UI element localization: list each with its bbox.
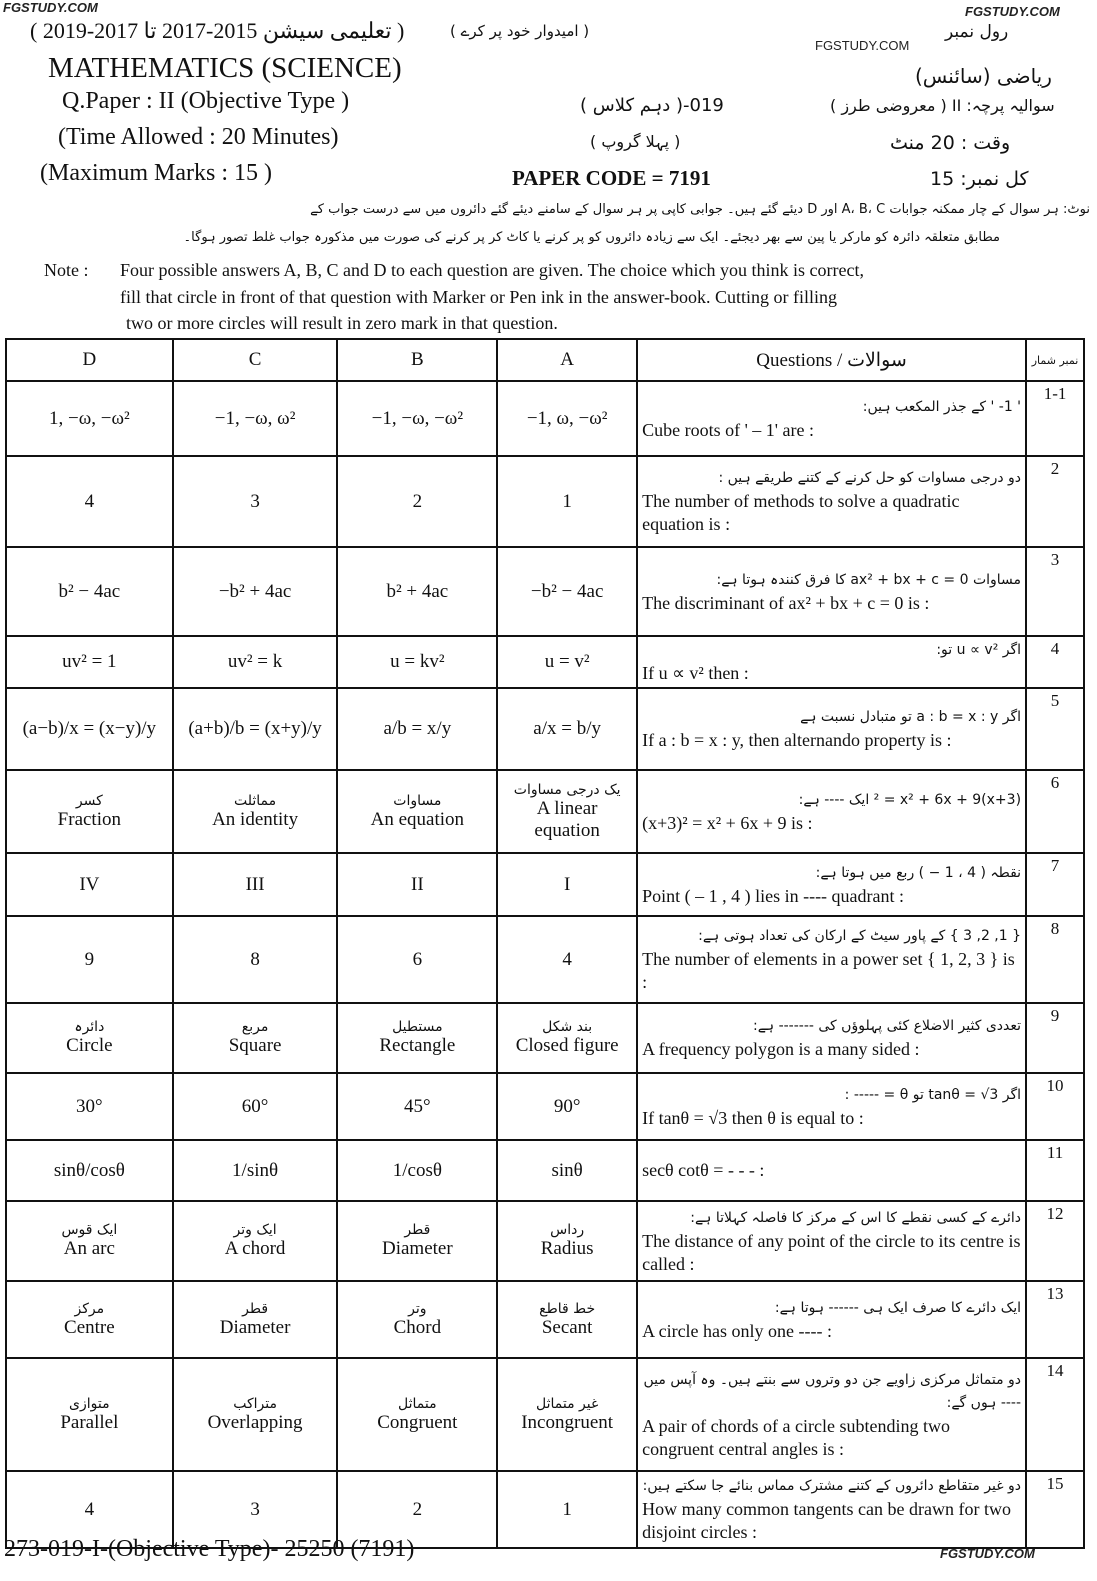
option-d-text: 4 — [84, 1498, 95, 1520]
option-b-text: Rectangle — [379, 1035, 456, 1056]
option-a — [497, 688, 637, 770]
option-d-urdu: ایک قوس — [61, 1222, 118, 1238]
question-english: secθ cotθ = - - - : — [642, 1160, 765, 1180]
option-a-text: a/x = b/y — [533, 718, 601, 739]
question-urdu: اگر a : b = x : y تو متبادل نسبت ہے — [800, 709, 1022, 725]
question-number: 6 — [1026, 770, 1084, 853]
option-c — [173, 547, 338, 636]
option-b-text: Chord — [393, 1316, 442, 1338]
option-a-text: −1, ω, −ω² — [526, 407, 608, 429]
question-cell — [637, 916, 1026, 1003]
option-c — [173, 1073, 338, 1140]
option-b-urdu: متماثل — [398, 1395, 437, 1412]
question-number: 14 — [1026, 1358, 1084, 1471]
option-d-text: 4 — [84, 490, 95, 512]
question-english: (x+3)² = x² + 6x + 9 is : — [642, 812, 813, 833]
option-b — [337, 547, 497, 636]
question-english: If tanθ = √3 then θ is equal to : — [642, 1107, 864, 1128]
option-b-urdu: مستطیل — [392, 1019, 443, 1035]
option-c — [173, 1003, 338, 1073]
total-marks-urdu: کل نمبر: 15 — [930, 168, 1029, 190]
header-b: B — [337, 339, 497, 381]
option-d-text: Fraction — [57, 808, 121, 830]
note-label: Note : — [44, 260, 89, 280]
option-c — [173, 381, 338, 456]
question-urdu: تعددی کثیر الاضلاع کئی پہلوؤں کی ------- ہے: — [753, 1018, 1022, 1034]
header-a: A — [497, 339, 637, 381]
option-d-text: An arc — [63, 1238, 115, 1259]
note-line-2: fill that circle in front of that question with Marker or Pen ink in the answer-book. Cutting or filling — [120, 287, 837, 307]
option-a-text: 4 — [562, 948, 572, 970]
table-row — [6, 916, 1084, 1003]
table-row — [6, 636, 1084, 688]
option-a — [497, 1471, 637, 1548]
option-a — [497, 1281, 637, 1358]
option-a-text: Radius — [540, 1238, 594, 1259]
option-a-urdu: یک درجی مساوات — [513, 781, 621, 798]
option-a — [497, 1201, 637, 1281]
question-number: 1-1 — [1026, 381, 1084, 456]
option-c-urdu: متراکب — [233, 1395, 277, 1412]
table-row — [6, 1003, 1084, 1073]
roll-no-urdu: رول نمبر — [945, 22, 1009, 42]
table-row — [6, 1358, 1084, 1471]
question-number: 8 — [1026, 916, 1084, 1003]
question-number: 5 — [1026, 688, 1084, 770]
question-cell — [637, 1471, 1026, 1548]
question-urdu: دو درجی مساوات کو حل کرنے کے کتنے طریقے ہیں : — [718, 470, 1022, 486]
table-row — [6, 688, 1084, 770]
option-a — [497, 636, 637, 688]
option-c — [173, 688, 338, 770]
header-d: D — [6, 339, 173, 381]
option-c-text: Square — [228, 1035, 282, 1056]
group-urdu: ( پہلا گروپ ) — [590, 132, 681, 151]
option-b — [337, 636, 497, 688]
question-number: 10 — [1026, 1073, 1084, 1140]
option-c-text: 1/sinθ — [232, 1159, 279, 1181]
question-english: The distance of any point of the circle to its centre is called : — [642, 1230, 1021, 1274]
question-number: 4 — [1026, 636, 1084, 688]
option-d — [6, 916, 173, 1003]
option-a — [497, 1358, 637, 1471]
option-c-text: An identity — [212, 808, 299, 830]
table-row — [6, 1140, 1084, 1201]
watermark: FGSTUDY.COM — [3, 0, 98, 15]
option-d — [6, 853, 173, 916]
option-b — [337, 916, 497, 1003]
question-urdu: مساوات ax² + bx + c = 0 کا فرق کنندہ ہوتا ہے: — [716, 571, 1022, 588]
option-d — [6, 1281, 173, 1358]
paper-code: PAPER CODE = 7191 — [512, 166, 711, 190]
question-english: How many common tangents can be drawn for two disjoint circles : — [642, 1499, 1011, 1542]
option-b-text: 2 — [412, 490, 423, 512]
question-english: A circle has only one ---- : — [642, 1320, 833, 1341]
question-urdu: ایک دائرے کا صرف ایک ہی ------ ہوتا ہے: — [774, 1299, 1022, 1316]
option-c-text: 3 — [250, 1498, 260, 1520]
question-urdu: { 1, 2, 3 } کے پاور سیٹ کے ارکان کی تعداد ہوتی ہے: — [698, 928, 1022, 944]
option-d-text: Centre — [64, 1316, 115, 1338]
option-a — [497, 1003, 637, 1073]
option-a-text: sinθ — [551, 1159, 583, 1181]
question-english: If u ∝ v² then : — [642, 663, 749, 683]
question-urdu: ' 1- ' کے جذر المکعب ہیں: — [862, 398, 1022, 415]
note-urdu-line-1: نوٹ: ہر سوال کے چار ممکنہ جوابات A، B، C اور D دیئے گئے ہیں۔ جوابی کاپی پر ہر سوال کے سامنے دیئے گئے دائروں میں سے درست جواب کے — [310, 202, 1090, 217]
option-a-text: 1 — [562, 1498, 572, 1520]
option-d — [6, 770, 173, 853]
note-line-3: two or more circles will result in zero mark in that question. — [126, 313, 558, 333]
question-english: A frequency polygon is a many sided : — [642, 1039, 920, 1059]
option-d-text: sinθ/cosθ — [53, 1159, 125, 1181]
option-b-text: u = kv² — [390, 651, 445, 672]
question-cell — [637, 1201, 1026, 1281]
option-b-text: a/b = x/y — [383, 718, 452, 739]
table-row — [6, 1281, 1084, 1358]
option-d-text: Circle — [66, 1035, 113, 1056]
question-cell — [637, 1281, 1026, 1358]
option-c-text: 3 — [250, 490, 260, 512]
question-english: The discriminant of ax² + bx + c = 0 is : — [642, 592, 930, 613]
option-d-urdu: مرکز — [74, 1300, 105, 1317]
question-english: If a : b = x : y, then alternando property is : — [642, 730, 952, 750]
question-number: 15 — [1026, 1471, 1084, 1548]
option-d-text: uv² = 1 — [62, 651, 117, 672]
option-a-text: A linear equation — [534, 797, 600, 841]
option-c-text: 8 — [250, 948, 260, 970]
option-b — [337, 688, 497, 770]
option-d-urdu: کسر — [75, 792, 103, 809]
question-number: 11 — [1026, 1140, 1084, 1201]
time-urdu: وقت : 20 منٹ — [890, 132, 1011, 154]
option-a-text: 1 — [562, 490, 572, 512]
question-cell — [637, 381, 1026, 456]
watermark: FGSTUDY.COM — [815, 38, 910, 53]
option-a — [497, 456, 637, 547]
mcq-table — [5, 338, 1085, 1549]
option-a — [497, 853, 637, 916]
option-b — [337, 1003, 497, 1073]
question-cell — [637, 1003, 1026, 1073]
question-urdu: (x+3)² = x² + 6x + 9 ایک ---- ہے: — [798, 791, 1022, 808]
paper-type: Q.Paper : II (Objective Type ) — [62, 88, 350, 114]
question-cell — [637, 1358, 1026, 1471]
class-urdu: 019-( دہم کلاس ) — [580, 95, 724, 116]
option-d-text: 30° — [76, 1095, 103, 1117]
question-english: The number of methods to solve a quadratic equation is : — [642, 491, 960, 534]
time-allowed: (Time Allowed : 20 Minutes) — [58, 124, 339, 150]
option-c-text: 60° — [241, 1095, 269, 1117]
question-cell — [637, 1073, 1026, 1140]
option-d — [6, 381, 173, 456]
option-a-urdu: غیر متماثل — [535, 1395, 599, 1412]
option-b — [337, 1281, 497, 1358]
option-b-text: 45° — [404, 1095, 431, 1117]
option-b-text: An equation — [370, 808, 465, 830]
option-d — [6, 1140, 173, 1201]
option-d — [6, 1073, 173, 1140]
option-a-text: I — [563, 873, 571, 895]
candidate-urdu: ( امیدوار خود پر کرے ) — [450, 22, 590, 40]
question-cell — [637, 456, 1026, 547]
option-d-urdu: متوازی — [69, 1395, 110, 1412]
question-cell — [637, 547, 1026, 636]
option-d — [6, 688, 173, 770]
option-d-text: b² − 4ac — [58, 580, 121, 602]
question-urdu: نقطہ ( 4 ، 1 − ) ربع میں ہوتا ہے: — [815, 864, 1022, 881]
question-cell — [637, 688, 1026, 770]
option-d — [6, 1358, 173, 1471]
option-c — [173, 916, 338, 1003]
subject-title: MATHEMATICS (SCIENCE) — [48, 52, 402, 84]
option-b — [337, 770, 497, 853]
question-urdu: دائرے کے کسی نقطے کا اس کے مرکز کا فاصلہ کہلاتا ہے: — [690, 1209, 1022, 1226]
option-d-text: (a−b)/x = (x−y)/y — [22, 718, 157, 739]
question-urdu: اگر u ∝ v² تو: — [936, 642, 1022, 658]
option-c-text: Diameter — [219, 1316, 291, 1338]
option-b-urdu: مساوات — [393, 792, 442, 809]
option-d-text: 9 — [84, 948, 95, 970]
option-a-text: Incongruent — [521, 1411, 614, 1433]
table-row — [6, 1073, 1084, 1140]
question-cell — [637, 770, 1026, 853]
option-b — [337, 1201, 497, 1281]
option-c — [173, 456, 338, 547]
option-d — [6, 1201, 173, 1281]
option-c-text: A chord — [224, 1238, 286, 1259]
option-a-urdu: رداس — [550, 1222, 585, 1238]
option-a-text: −b² − 4ac — [530, 580, 604, 602]
header-c: C — [173, 339, 338, 381]
option-d-urdu: دائرہ — [74, 1019, 105, 1035]
option-a — [497, 916, 637, 1003]
footer-code: 273-019-I-(Objective Type)- 25250 (7191) — [4, 1536, 415, 1562]
question-number: 9 — [1026, 1003, 1084, 1073]
option-c-text: (a+b)/b = (x+y)/y — [188, 718, 322, 739]
option-b — [337, 1073, 497, 1140]
header-number: نمبر شمار — [1026, 339, 1084, 381]
header-questions: Questions / سوالات — [637, 339, 1026, 381]
option-d-text: 1, −ω, −ω² — [49, 407, 130, 429]
option-c-text: uv² = k — [227, 651, 283, 672]
watermark: FGSTUDY.COM — [965, 4, 1060, 19]
option-b-urdu: قطر — [404, 1222, 431, 1238]
option-a — [497, 1073, 637, 1140]
note-urdu-line-2: مطابق متعلقہ دائرہ کو مارکر یا پین سے بھر دیجئے۔ ایک سے زیادہ دائروں کو پر کرنے یا کاٹ کر پر کرنے کی صورت میں مذکورہ جواب غلط تصور ہوگا۔ — [183, 230, 1000, 245]
session-urdu: ( تعلیمی سیشن 2015-2017 تا 2017-2019 ) — [30, 18, 405, 43]
option-a-text: 90° — [553, 1095, 581, 1117]
option-c-urdu: مماثلت — [234, 792, 277, 809]
question-number: 12 — [1026, 1201, 1084, 1281]
option-c-text: Overlapping — [207, 1411, 303, 1433]
paper-type-urdu: سوالیہ پرچہ: II ( معروضی طرز ) — [830, 96, 1055, 115]
question-number: 7 — [1026, 853, 1084, 916]
option-c-text: III — [245, 873, 265, 895]
option-c-urdu: مربع — [241, 1019, 269, 1035]
table-row — [6, 1201, 1084, 1281]
question-number: 2 — [1026, 456, 1084, 547]
option-c-urdu: ایک وتر — [233, 1222, 277, 1238]
option-b-text: 1/cosθ — [392, 1159, 442, 1181]
option-a-urdu: خط قاطع — [539, 1300, 596, 1317]
option-c-urdu: قطر — [242, 1300, 269, 1317]
option-b-text: b² + 4ac — [386, 580, 449, 602]
question-english: Point ( – 1 , 4 ) lies in ---- quadrant : — [642, 885, 905, 906]
option-d-text: IV — [79, 873, 100, 895]
option-d-text: Parallel — [60, 1411, 119, 1433]
question-urdu: اگر tanθ = √3 تو θ = ----- : — [844, 1086, 1022, 1103]
option-b-urdu: وتر — [408, 1300, 427, 1317]
question-number: 13 — [1026, 1281, 1084, 1358]
option-a-text: Closed figure — [515, 1035, 619, 1056]
table-row — [6, 547, 1084, 636]
question-urdu: دو غیر متقاطع دائروں کے کتنے مشترک مماس بنائے جا سکتے ہیں: — [642, 1478, 1022, 1494]
option-c — [173, 1140, 338, 1201]
option-a-text: Secant — [541, 1316, 593, 1338]
question-cell — [637, 1140, 1026, 1201]
option-c — [173, 1281, 338, 1358]
option-b-text: Diameter — [382, 1238, 453, 1259]
option-b — [337, 381, 497, 456]
subject-title-urdu: ریاضی (سائنس) — [915, 64, 1052, 88]
option-d — [6, 636, 173, 688]
option-b-text: Congruent — [377, 1411, 458, 1433]
question-english: A pair of chords of a circle subtending two congruent central angles is : — [642, 1415, 950, 1459]
option-c — [173, 853, 338, 916]
option-c — [173, 1201, 338, 1281]
option-c — [173, 770, 338, 853]
note-line-1: Four possible answers A, B, C and D to each question are given. The choice which you think is correct, — [120, 260, 865, 280]
question-urdu: دو متماثل مرکزی زاویے جن دو وتروں سے بنتے ہیں۔ وہ آپس میں ---- ہوں گے: — [643, 1371, 1022, 1411]
option-c-text: −b² + 4ac — [218, 580, 292, 602]
option-b — [337, 1358, 497, 1471]
option-b-text: 2 — [412, 1498, 423, 1520]
table-row — [6, 853, 1084, 916]
option-b — [337, 456, 497, 547]
option-d — [6, 547, 173, 636]
option-b — [337, 1140, 497, 1201]
question-cell — [637, 636, 1026, 688]
option-a — [497, 1140, 637, 1201]
option-a-urdu: بند شکل — [542, 1019, 593, 1035]
option-c — [173, 1358, 338, 1471]
option-a-text: u = v² — [544, 651, 590, 672]
question-english: Cube roots of ' – 1' are : — [642, 419, 815, 440]
table-row — [6, 770, 1084, 853]
option-b-text: II — [411, 873, 424, 895]
question-cell — [637, 853, 1026, 916]
maximum-marks: (Maximum Marks : 15 ) — [40, 160, 272, 186]
option-b — [337, 853, 497, 916]
question-number: 3 — [1026, 547, 1084, 636]
option-a — [497, 770, 637, 853]
option-b-text: −1, −ω, −ω² — [371, 407, 464, 429]
option-d — [6, 456, 173, 547]
table-row — [6, 381, 1084, 456]
question-english: The number of elements in a power set { 1, 2, 3 } is : — [642, 949, 1015, 992]
option-b-text: 6 — [412, 948, 423, 970]
option-c-text: −1, −ω, ω² — [214, 407, 296, 429]
option-a — [497, 381, 637, 456]
option-d — [6, 1003, 173, 1073]
table-row — [6, 456, 1084, 547]
option-c — [173, 636, 338, 688]
watermark: FGSTUDY.COM — [940, 1546, 1035, 1561]
option-a — [497, 547, 637, 636]
